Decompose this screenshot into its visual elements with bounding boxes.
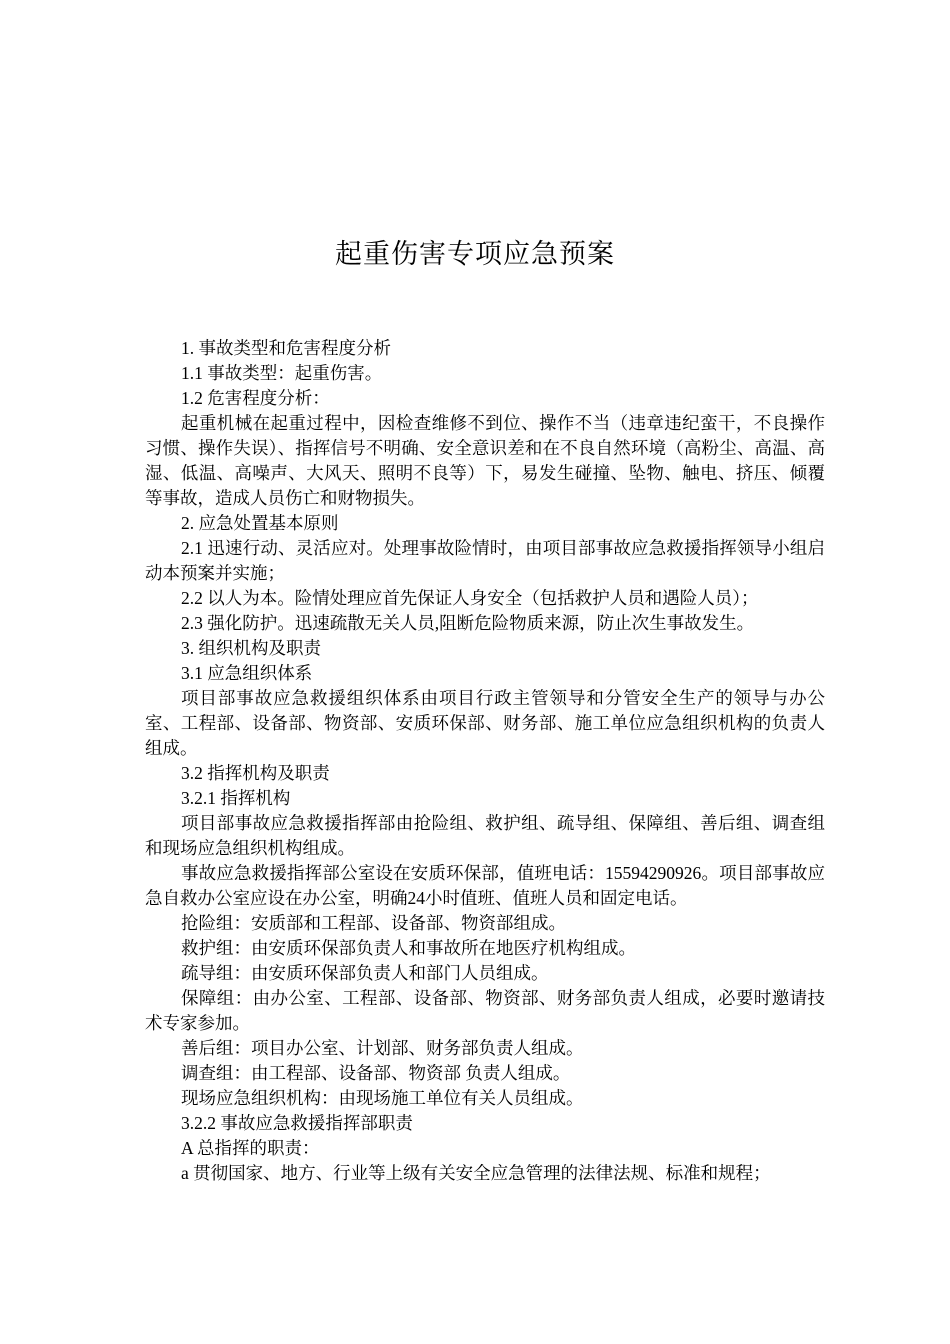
group-support: 保障组：由办公室、工程部、设备部、物资部、财务部负责人组成，必要时邀请技术专家参加。 [145,988,825,1033]
heading-a-commander: A 总指挥的职责： [181,1138,320,1158]
document-title: 起重伤害专项应急预案 [335,239,615,270]
heading-3-1: 3.1 应急组织体系 [181,663,313,683]
group-aftermath: 善后组：项目办公室、计划部、财务部负责人组成。 [181,1038,584,1058]
paragraph-duty-office: 事故应急救援指挥部公室设在安质环保部，值班电话：15594290926。项目部事故应急自救办公室应设在办公室，明确24小时值班、值班人员和固定电话。 [145,863,825,908]
heading-2: 2. 应急处置基本原则 [181,513,339,533]
duty-item-a: a 贯彻国家、地方、行业等上级有关安全应急管理的法律法规、标准和规程； [181,1163,771,1183]
group-medical: 救护组：由安质环保部负责人和事故所在地医疗机构组成。 [181,938,636,958]
group-investigation: 调查组：由工程部、设备部、物资部 负责人组成。 [181,1063,571,1083]
heading-1: 1. 事故类型和危害程度分析 [181,338,391,358]
heading-1-1: 1.1 事故类型：起重伤害。 [181,363,383,383]
principle-2-1: 2.1 迅速行动、灵活应对。处理事故险情时，由项目部事故应急救援指挥领导小组启动本预案并实施； [145,538,825,583]
principle-2-2: 2.2 以人为本。险情处理应首先保证人身安全（包括救护人员和遇险人员）； [181,588,759,608]
paragraph-org-system: 项目部事故应急救援组织体系由项目行政主管领导和分管安全生产的领导与办公室、工程部、设备部、物资部、安质环保部、财务部、施工单位应急组织机构的负责人组成。 [145,688,825,758]
group-evacuation: 疏导组：由安质环保部负责人和部门人员组成。 [181,963,549,983]
paragraph-hazard-analysis: 起重机械在起重过程中，因检查维修不到位、操作不当（违章违纪蛮干，不良操作习惯、操作失误）、指挥信号不明确、安全意识差和在不良自然环境（高粉尘、高温、高湿、低温、高噪声、大风天、照明不良等）下，易发生碰撞、坠物、触电、挤压、倾覆等事故，造成人员伤亡和财物损失。 [145,413,825,508]
heading-3: 3. 组织机构及职责 [181,638,321,658]
heading-1-2: 1.2 危害程度分析： [181,388,330,408]
group-rescue: 抢险组：安质部和工程部、设备部、物资部组成。 [181,913,566,933]
group-onsite: 现场应急组织机构：由现场施工单位有关人员组成。 [181,1088,584,1108]
heading-3-2: 3.2 指挥机构及职责 [181,763,330,783]
document-body [145,336,825,1186]
heading-3-2-1: 3.2.1 指挥机构 [181,788,291,808]
paragraph-command-structure: 项目部事故应急救援指挥部由抢险组、救护组、疏导组、保障组、善后组、调查组和现场应急组织机构组成。 [145,813,825,858]
heading-3-2-2: 3.2.2 事故应急救援指挥部职责 [181,1113,413,1133]
principle-2-3: 2.3 强化防护。迅速疏散无关人员,阻断危险物质来源，防止次生事故发生。 [181,613,755,633]
